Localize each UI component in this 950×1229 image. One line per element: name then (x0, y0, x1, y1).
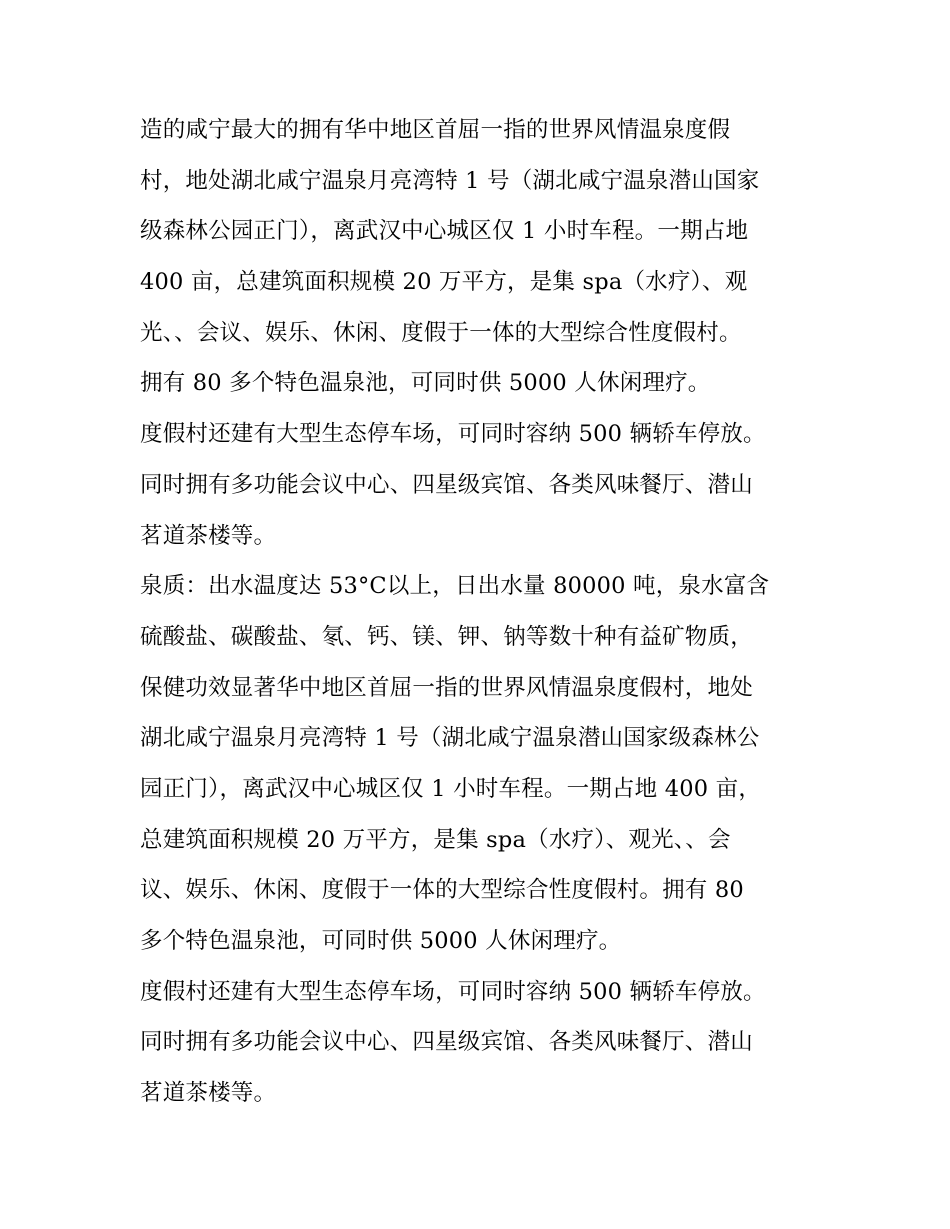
text-line: 度假村还建有大型生态停车场，可同时容纳 500 辆轿车停放。 (140, 421, 766, 448)
text-line: 湖北咸宁温泉月亮湾特 1 号（湖北咸宁温泉潜山国家级森林公 (140, 725, 760, 752)
text-line: 造的咸宁最大的拥有华中地区首屈一指的世界风情温泉度假 (140, 117, 731, 143)
text-line: 议、娱乐、休闲、度假于一体的大型综合性度假村。拥有 80 (140, 877, 744, 904)
text-line: 园正门），离武汉中心城区仅 1 小时车程。一期占地 400 亩， (140, 775, 762, 802)
text-line: 多个特色温泉池，可同时供 5000 人休闲理疗。 (140, 928, 622, 954)
text-line: 同时拥有多功能会议中心、四星级宾馆、各类风味餐厅、潜山 (140, 1029, 753, 1056)
text-line: 茗道茶楼等。 (140, 1080, 277, 1107)
text-line: 光、、会议、娱乐、休闲、度假于一体的大型综合性度假村。 (140, 319, 742, 346)
text-line: 拥有 80 多个特色温泉池，可同时供 5000 人休闲理疗。 (140, 370, 711, 397)
text-line: 总建筑面积规模 20 万平方，是集 spa（水疗）、观光、、会 (140, 826, 731, 853)
text-line: 同时拥有多功能会议中心、四星级宾馆、各类风味餐厅、潜山 (140, 471, 753, 498)
body-text (140, 105, 830, 1119)
text-line: 硫酸盐、碳酸盐、氡、钙、镁、钾、钠等数十种有益矿物质， (140, 623, 753, 650)
text-line: 级森林公园正门），离武汉中心城区仅 1 小时车程。一期占地 (140, 218, 749, 245)
text-line: 村，地处湖北咸宁温泉月亮湾特 1 号（湖北咸宁温泉潜山国家 (140, 167, 760, 194)
text-line: 茗道茶楼等。 (140, 522, 277, 549)
text-line: 400 亩，总建筑面积规模 20 万平方，是集 spa（水疗）、观 (140, 269, 748, 296)
text-line: 泉质：出水温度达 53°C以上，日出水量 80000 吨，泉水富含 (140, 573, 770, 600)
text-line: 保健功效显著华中地区首屈一指的世界风情温泉度假村，地处 (140, 674, 753, 701)
text-line: 度假村还建有大型生态停车场，可同时容纳 500 辆轿车停放。 (140, 978, 766, 1005)
